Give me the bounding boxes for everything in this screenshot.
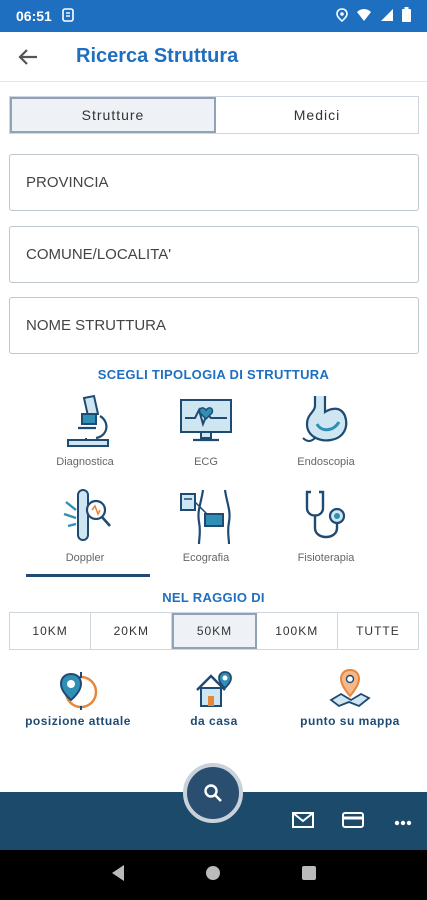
location-map-point[interactable]	[280, 668, 420, 728]
location-label: punto su mappa	[300, 714, 400, 728]
radius-option-10km[interactable]: 10KM	[10, 613, 91, 649]
type-label: Endoscopia	[297, 456, 355, 468]
system-nav-bar	[0, 850, 427, 900]
radius-selector	[9, 612, 419, 650]
type-ecg[interactable]	[146, 392, 266, 482]
radius-option-100km[interactable]: 100KM	[257, 613, 338, 649]
location-from-home[interactable]	[144, 668, 284, 728]
provincia-field[interactable]	[9, 154, 419, 211]
tab-medici[interactable]: Medici	[293, 107, 341, 123]
type-doppler[interactable]	[25, 488, 145, 578]
search-icon	[203, 783, 223, 803]
system-home-icon[interactable]	[205, 865, 221, 886]
type-label: ECG	[194, 456, 218, 468]
type-fisioterapia[interactable]	[266, 488, 386, 578]
comune-input[interactable]	[26, 246, 418, 263]
app-bar	[0, 32, 427, 82]
card-icon[interactable]	[342, 812, 364, 833]
radius-option-50km[interactable]: 50KM	[172, 613, 256, 649]
type-diagnostica[interactable]	[25, 392, 145, 482]
status-time: 06:51	[16, 8, 52, 24]
comune-field[interactable]	[9, 226, 419, 283]
current-location-icon	[57, 668, 99, 710]
sim-icon	[62, 8, 74, 25]
signal-icon	[380, 8, 394, 25]
location-label: da casa	[190, 714, 238, 728]
map-pin-icon	[329, 668, 371, 710]
ecg-monitor-icon	[177, 392, 235, 450]
type-label: Ecografia	[182, 552, 230, 564]
back-button[interactable]	[0, 32, 56, 82]
home-location-icon	[193, 668, 235, 710]
search-type-tabs	[9, 96, 419, 134]
nome-struttura-input[interactable]	[26, 317, 418, 334]
wifi-icon	[356, 8, 372, 25]
stethoscope-icon	[297, 488, 355, 546]
system-back-icon[interactable]	[110, 864, 126, 887]
type-label: Doppler	[65, 552, 105, 564]
system-recents-icon[interactable]	[301, 865, 317, 886]
doppler-icon	[56, 488, 114, 546]
radius-title: NEL RAGGIO DI	[162, 590, 265, 605]
type-ecografia[interactable]	[146, 488, 266, 578]
typology-title: SCEGLI TIPOLOGIA DI STRUTTURA	[97, 367, 330, 382]
radius-option-20km[interactable]: 20KM	[91, 613, 172, 649]
location-status-icon	[336, 8, 348, 25]
stomach-icon	[297, 392, 355, 450]
more-icon[interactable]	[394, 810, 412, 831]
battery-icon	[402, 7, 411, 25]
provincia-input[interactable]	[26, 174, 418, 191]
selected-type-indicator	[26, 574, 150, 577]
tab-strutture[interactable]: Strutture	[10, 97, 216, 133]
type-label: Diagnostica	[56, 456, 114, 468]
nome-struttura-field[interactable]	[9, 297, 419, 354]
arrow-left-icon	[18, 48, 38, 66]
location-current-position[interactable]	[8, 668, 148, 728]
location-label: posizione attuale	[25, 714, 131, 728]
type-endoscopia[interactable]	[266, 392, 386, 482]
mail-icon[interactable]	[292, 812, 314, 833]
radius-option-tutte[interactable]: TUTTE	[356, 624, 400, 638]
status-bar	[0, 0, 427, 32]
microscope-icon	[56, 392, 114, 450]
type-label: Fisioterapia	[297, 552, 355, 564]
ultrasound-icon	[177, 488, 235, 546]
search-button[interactable]	[183, 763, 243, 823]
page-title: Ricerca Struttura	[76, 45, 239, 67]
